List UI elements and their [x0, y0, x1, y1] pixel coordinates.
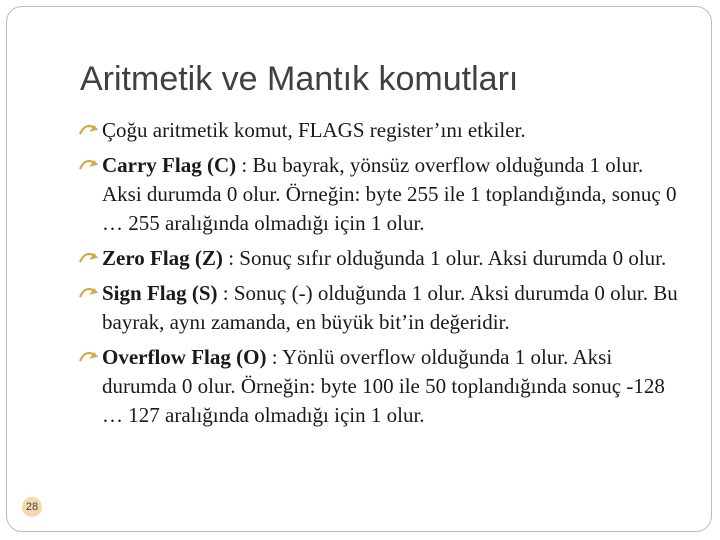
- bullet-item: [74, 343, 684, 430]
- swoosh-arrow-icon: [78, 285, 98, 301]
- bullet-item: [74, 279, 684, 337]
- bullet-term: Zero Flag (Z): [102, 246, 223, 270]
- bullet-term: Overflow Flag (O): [102, 345, 267, 369]
- page-number-badge: 28: [22, 497, 42, 517]
- bullet-item: [74, 244, 684, 273]
- bullet-term: Sign Flag (S): [102, 281, 218, 305]
- bullet-text: : Yönlü overflow olduğunda 1 olur. Aksi durumda 0 olur. Örneğin: byte 100 ile 50 toplandığında sonuç -128 … 127 aralığında olmadığı için 1 olur.: [102, 345, 665, 427]
- swoosh-arrow-icon: [78, 250, 98, 266]
- swoosh-arrow-icon: [78, 157, 98, 173]
- bullet-text: : Sonuç (-) olduğunda 1 olur. Aksi durumda 0 olur. Bu bayrak, aynı zamanda, en büyük bit’in değeridir.: [102, 281, 678, 334]
- bullet-item: [74, 116, 684, 145]
- bullet-list: [74, 116, 684, 436]
- bullet-item: [74, 151, 684, 238]
- bullet-text: : Bu bayrak, yönsüz overflow olduğunda 1 olur. Aksi durumda 0 olur. Örneğin: byte 255 ile 1 toplandığında, sonuç 0 … 255 aralığında olmadığı için 1 olur.: [102, 153, 677, 235]
- bullet-text: : Sonuç sıfır olduğunda 1 olur. Aksi durumda 0 olur.: [222, 246, 667, 270]
- swoosh-arrow-icon: [78, 349, 98, 365]
- slide-title: Aritmetik ve Mantık komutları: [80, 60, 519, 98]
- bullet-text: Çoğu aritmetik komut, FLAGS register’ını etkiler.: [102, 118, 526, 142]
- swoosh-arrow-icon: [78, 122, 98, 138]
- bullet-term: Carry Flag (C): [102, 153, 237, 177]
